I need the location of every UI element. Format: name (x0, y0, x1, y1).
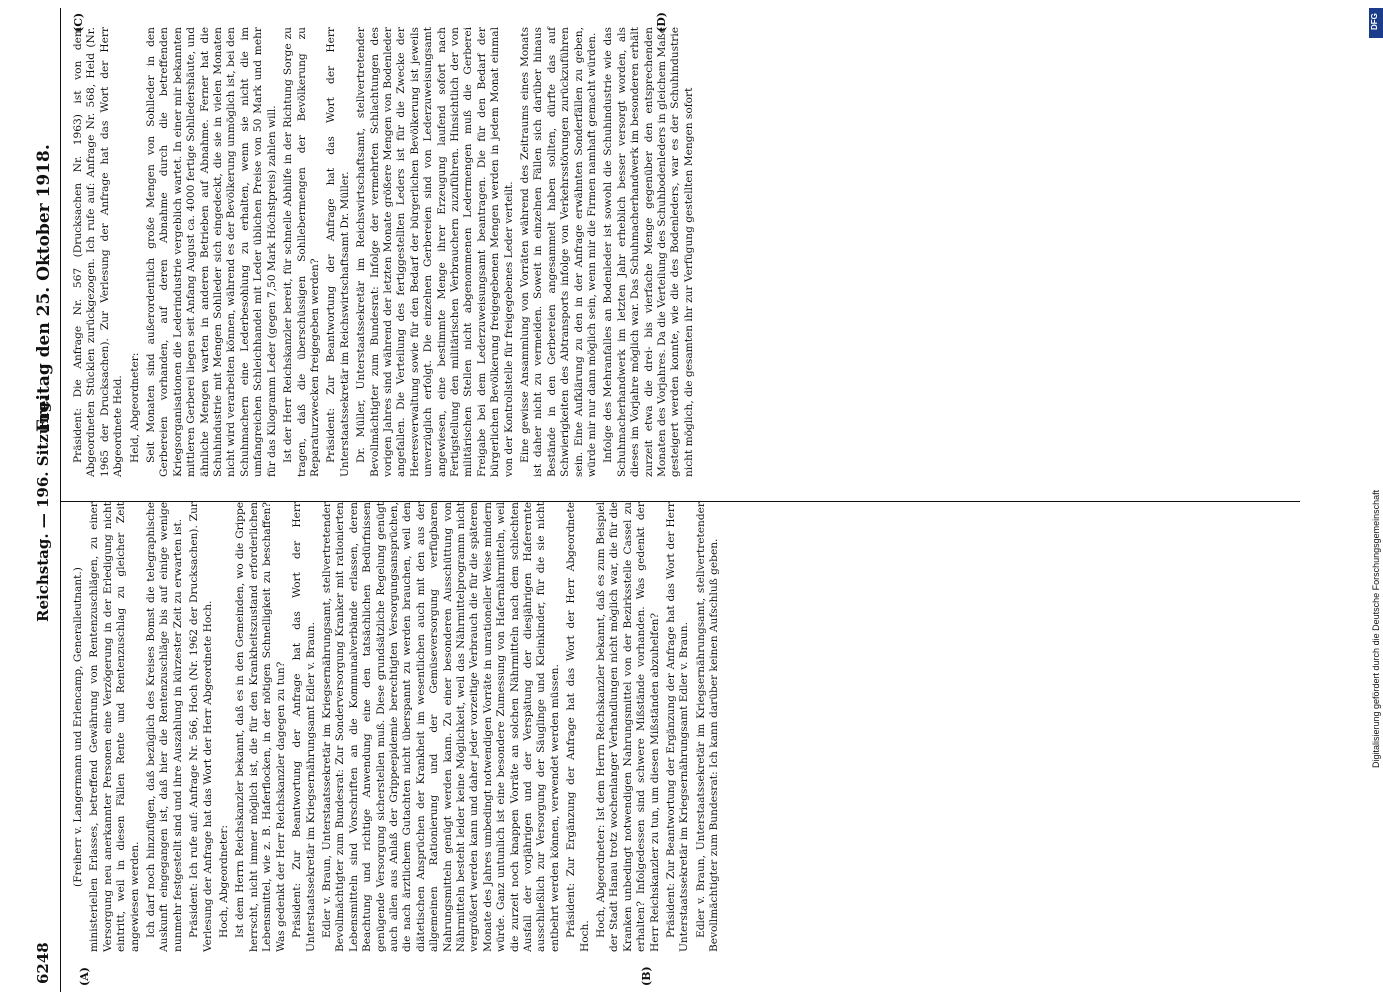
paragraph: Edler v. Braun, Unterstaatssekretär im Kriegsernährungsamt, stellvertretender Bevollmächtigter zum Bundesrat: Zur Sonderversorgung Kranker mit rationierten Lebensmitteln sind Vorschriften an die Kommunalverbände erlassen, deren Beachtung und richtige Anwendung eine den tatsächlichen Bedürfnissen genügende Versorgung sicherstellen muß. Diese grundsätzliche Regelung genügt auch allen aus Anlaß der Grippeepidemie berechtigten Versorgungsansprüchen, die nach ärztlichem Gutachten nicht überspannt zu werden brauchen, weil den diätetischen Ansprüchen der Krankheit im wesentlichen auch mit den aus der allgemeinen Rationierung und der Gemüseversorgung verfügbaren Nahrungsmitteln genügt werden kann. Zu einer besonderen Ausschüttung von Nährmitteln besteht leider keine Möglichkeit, weil das Nährmittelprogramm nicht vergrößert werden kann und daher jeder vorzeitige Verbrauch die für die späteren Monate des Jahres umbedingt notwendigen Vorräte in unrationeller Weise mindern würde. Ganz untunlich ist eine besondere Zumessung von Hafernährmitteln, weil die zurzeit noch knappen Vorräte an solchen Nährmitteln nach dem schlechten Ausfall der vorjährigen und der Verspätung der diesjährigen Haferernte ausschließlich zur Versorgung der Säuglinge und Kleinkinder, für die sie nicht entbehrt werden können, verwendet werden müssen. (320, 502, 561, 952)
paragraph: Eine gewisse Ansammlung von Vorräten während des Zeitraums eines Monats ist daher nicht zu vermeiden. Soweit in einzelnen Fällen sich darüber hinaus Bestände in den Gerbereien angesammelt haben sollten, dürfte das auf Schwierigkeiten des Abtransports infolge von Verkehrsstörungen zurückzuführen sein. Eine Aufklärung zu den in der Anfrage erwähnten Sonderfällen zu geben, würde mir nur dann möglich sein, wenn mir die Firmen namhaft gemacht würden. (519, 27, 599, 477)
paragraph: Hoch, Abgeordneter: Ist dem Herrn Reichskanzler bekannt, daß es zum Beispiel der Stadt Hanau trotz wochenlanger Verhandlungen nicht möglich war, die für die Kranken unbedingt notwendigen Nahrungsmittel von der Bezirksstelle Cassel zu erhalten? Infolgedessen sind schwere Mißstände vorhanden. Was gedenkt der Herr Reichskanzler zu tun, um diesen Mißständen abzuhelfen? (595, 502, 661, 952)
margin-marker-c: (C) (72, 12, 85, 32)
digitization-credit (1371, 8, 1383, 998)
paragraph: Ist dem Herrn Reichskanzler bekannt, daß es in den Gemeinden, wo die Grippe herrscht, nicht immer möglich ist, die für den Krankheitszustand erforderlichen Lebensmittel, wie z. B. Haferflocken, in der nötigen Schnelligkeit zu beschaffen? Was gedenkt der Herr Reichskanzler dagegen zu tun? (234, 502, 287, 952)
page-header (20, 8, 61, 992)
credit-text: Digitalisierung gefördert durch die Deutsche Forschungsgemeinschaft (1371, 489, 1381, 768)
paragraph: Präsident: Die Anfrage Nr. 567 (Drucksachen Nr. 1963) ist von dem Abgeordneten Stücklen zurückgezogen. Ich rufe auf: Anfrage Nr. 568, Held (Nr. 1965 der Drucksachen). Zur Verlesung der Anfrage hat das Wort der Herr Abgeordnete Held. (72, 27, 125, 477)
paragraph: Seit Monaten sind außerordentlich große Mengen von Sohlleder in den Gerbereien vorhanden, auf deren Abnahme durch die betreffenden Kriegsorganisationen die Lederindustrie vergeblich wartet. In einer mir bekannten mittleren Gerberei liegen seit Anfang August ca. 4000 fertige Sohlledershäute, und ähnliche Mengen warten in anderen Betrieben auf Abnahme. Ferner hat die Schuhindustrie mit Mengen Sohlleder sich eingedeckt, die sie in vielen Monaten nicht wird verarbeiten können, während es der Bevölkerung unmöglich ist, bei den Schuhmachern eine Lederbesohlung zu erhalten, wenn sie nicht die im umfangreichen Schleichhandel mit Leder üblichen Preise von 50 Mark und mehr für das Kilogramm Leder (gegen 7,50 Mark Höchstpreis) zahlen will. (145, 27, 278, 477)
margin-marker-a: (A) (78, 967, 91, 986)
paragraph: Präsident: Ich rufe auf: Anfrage Nr. 566, Hoch (Nr. 1962 der Drucksachen). Zur Verlesung der Anfrage hat das Wort der Herr Abgeordnete Hoch. (188, 502, 214, 952)
paragraph: Präsident: Zur Beantwortung der Ergänzung der Anfrage hat das Wort der Herr Unterstaatssekretär im Kriegsernährungsamt Edler v. Braun. (665, 502, 691, 952)
paragraph: Dr. Müller, Unterstaatssekretär im Reichswirtschaftsamt, stellvertretender Bevollmächtigter zum Bundesrat: Infolge der vermehrten Schlachtungen des vorigen Jahres sind während der letzten Monate größere Mengen von Bodenleder angefallen. Die Verteilung des fertiggestellten Leders ist für die Zwecke der Heeresverwaltung sowie für den Bedarf der bürgerlichen Bevölkerung ist jeweils unverzüglich erfolgt. Die einzelnen Gerbereien sind von Lederzuweisungsamt angewiesen, eine bestimmte Menge ihrer Erzeugung laufend sofort nach Fertigstellung den militärischen Verbrauchern zuzuführen. Hinsichtlich der von militärischen Stellen nicht abgenommenen Ledermengen muß die Gerberei Freigabe bei dem Lederzuweisungsamt beantragen. Die für den Bedarf der bürgerlichen Bevölkerung freigegebenen Mengen werden in jedem Monat einmal von der Kontrollstelle für freigegebenes Leder verteilt. (355, 27, 515, 477)
left-column (72, 502, 1292, 952)
paragraph: Ich darf noch hinzufügen, daß bezüglich des Kreises Bomst die telegraphische Auskunft eingegangen ist, daß hier die Rentenzuschläge bis auf einige wenige nunmehr festgestellt sind und ihre Auszahlung in kürzester Zeit zu erwarten ist. (145, 502, 184, 952)
page-number: 6248 (34, 942, 52, 984)
session-title: Reichstag. — 196. Sitzung. (34, 396, 52, 622)
right-column (72, 27, 1292, 477)
paragraph: Ist der Herr Reichskanzler bereit, für schnelle Abhilfe in der Richtung Sorge zu tragen, daß die überschüssigen Sohllebermengen der Bevölkerung zu Reparaturzwecken freigegeben werden? (282, 27, 321, 477)
column-divider (60, 501, 1300, 502)
dfg-logo-text: DFG (1370, 13, 1379, 30)
paragraph: Präsident: Zur Beantwortung der Anfrage hat das Wort der Herr Unterstaatssekretär im Kriegsernährungsamt Edler v. Braun. (291, 502, 317, 952)
paragraph: Präsident: Zur Beantwortung der Anfrage hat das Wort der Herr Unterstaatssekretär im Reichswirtschaftsamt Dr. Müller. (325, 27, 351, 477)
speaker-line: Hoch, Abgeordneter: (218, 824, 231, 938)
session-date: Freitag den 25. Oktober 1918. (34, 144, 54, 432)
paragraph: Infolge des Mehranfalles an Bodenleder ist sowohl die Schuhindustrie wie das Schuhmacherhandwerk im letzten Jahr erheblich besser versorgt worden, als dieses im Vorjahre möglich war. Das Schuhmacherhandwerk im besonderen erhält zurzeit etwa die drei- bis vierfache Menge gegenüber den entsprechenden Monaten des Vorjahres. Da die Verteilung des Schuhbodenleders in gleichem Maße gesteigert werden konnte, wie die des Bodenleders, war es der Schuhindustrie nicht möglich, die gesamten ihr zur Verfügung gestellten Mengen sofort (602, 27, 695, 477)
margin-marker-b: (B) (640, 966, 653, 986)
document-page (0, 8, 1300, 992)
speaker-attribution: (Freiherr v. Langermann und Erlencamp, Generalleutnant.) (72, 567, 84, 887)
paragraph: ministeriellen Erlasses, betreffend Gewährung von Rentenzuschlägen, zu einer Versorgung neu anerkannter Personen eine Verzögerung in der Erledigung nicht eintritt, weil in diesen Fällen Rente und Rentenzuschlag zu gleicher Zeit angewiesen werden. (88, 502, 141, 952)
paragraph: Edler v. Braun, Unterstaatssekretär im Kriegsernährungsamt, stellvertretender Bevollmächtigter zum Bundesrat: Ich kann darüber keinen Aufschluß geben. (694, 502, 721, 952)
paragraph: Präsident: Zur Ergänzung der Anfrage hat das Wort der Herr Abgeordnete Hoch. (565, 502, 591, 952)
margin-marker-d: (D) (655, 12, 668, 32)
speaker-line: Held, Abgeordneter: (128, 352, 141, 463)
